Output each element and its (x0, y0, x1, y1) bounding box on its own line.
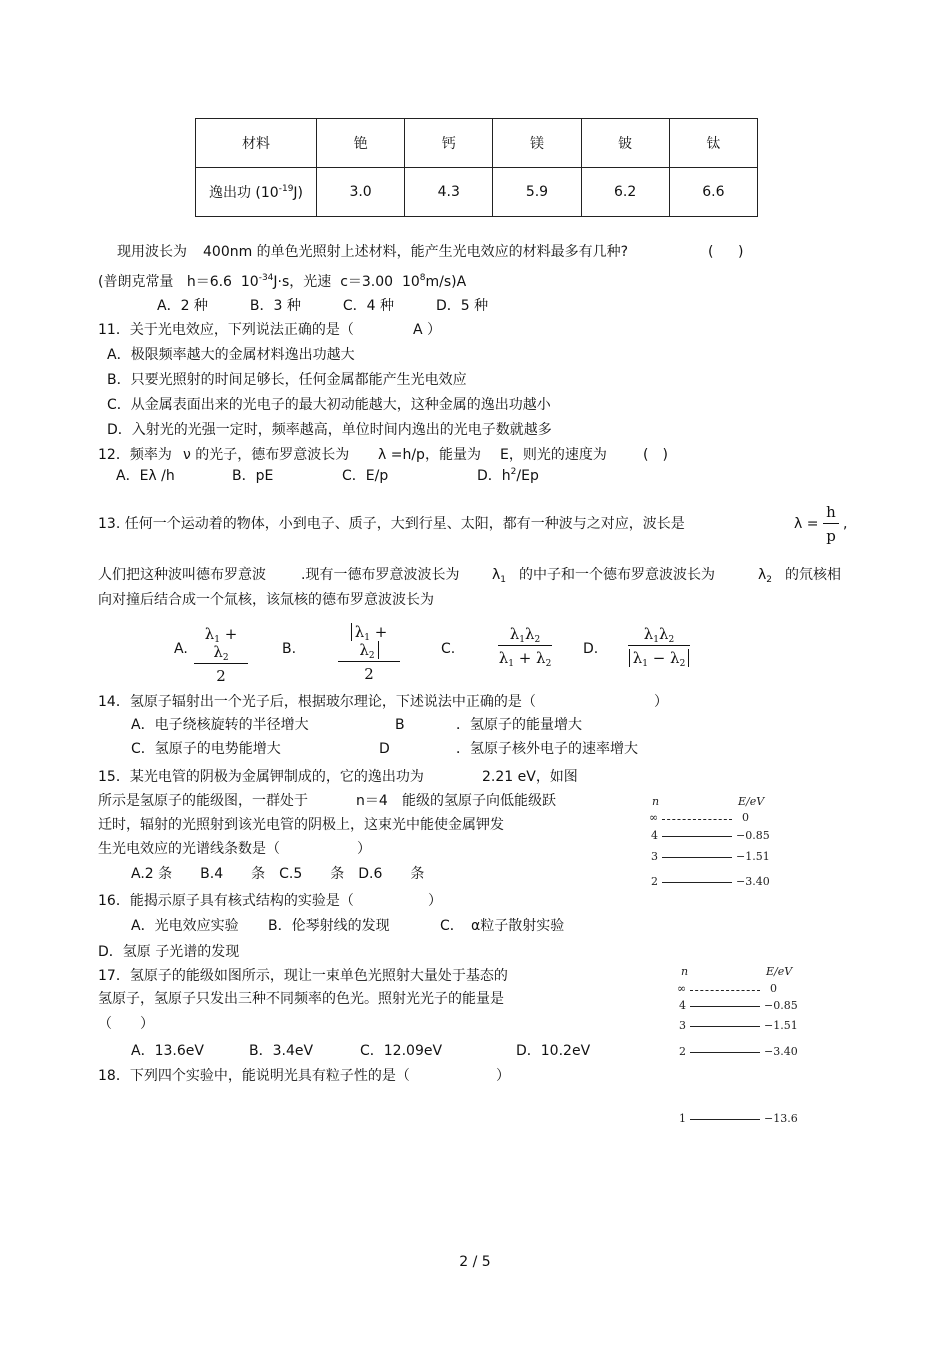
q13-option-b-den: 2 (364, 665, 374, 683)
q10-line2-c-exp: -34 (258, 273, 274, 283)
q10-line2-g: m/s)A (425, 274, 467, 290)
q13-option-d-num: $\lambda_1\lambda_2$ (628, 625, 690, 646)
q10-line2-f: 10 (401, 274, 420, 290)
table-header-cell: 镁 (493, 119, 581, 168)
diagram2-level-n: ∞ (677, 982, 687, 995)
q18-stem: 18．下列四个实验中，能说明光具有粒子性的是（ (98, 1068, 410, 1084)
row-label-cell (196, 168, 317, 217)
table-header-cell: 铍 (581, 119, 669, 168)
q10-line2-a: (普朗克常量 (98, 274, 174, 290)
diagram2-level-line (690, 1006, 760, 1007)
q14-option-b-letter: B (395, 717, 405, 733)
page-number: 2 / 5 (459, 1254, 491, 1270)
q13-line3: 向对撞后结合成一个氚核，该氚核的德布罗意波波长为 (98, 592, 434, 608)
diagram2-level-n: 3 (679, 1019, 686, 1032)
q13-line2-b: .现有一德布罗意波波长为 (301, 567, 460, 583)
q17-option-b: B．3.4eV (249, 1043, 314, 1059)
q16-stem: 16．能揭示原子具有核式结构的实验是（ (98, 893, 354, 909)
q14-option-c: C．氢原子的电势能增大 (131, 741, 281, 757)
diagram2-level-line (690, 990, 760, 991)
q12-option-d-exp: 2 (510, 467, 517, 477)
q13-lambda1: λ (492, 567, 501, 583)
q14-option-d-letter: D (379, 741, 390, 757)
diagram1-level-n: 4 (651, 829, 658, 842)
q10-line1-b: 400nm 的单色光照射上述材料，能产生光电效应的材料最多有几种? (203, 244, 629, 260)
q16-option-b: B．伦琴射线的发现 (268, 918, 390, 934)
q10-line1-a: 现用波长为 (117, 244, 187, 260)
q17-line3: （ ） (98, 1016, 154, 1032)
q16-option-d: D．氢原 子光谱的发现 (98, 944, 240, 960)
diagram2-level-e: −0.85 (764, 999, 798, 1012)
q13-line2-f: 的氘核相 (785, 567, 841, 583)
q12-option-a: A．Eλ /h (116, 468, 175, 484)
q13-comma: , (843, 516, 848, 532)
q13-option-c-label: C. (441, 641, 456, 657)
table-cell: 6.6 (669, 168, 757, 217)
diagram1-n-label: n (652, 795, 660, 808)
q13-option-c-fraction (498, 625, 552, 667)
q13-option-b-fraction (338, 623, 400, 683)
table-header-cell: 钛 (669, 119, 757, 168)
q13-line1: 13. 任何一个运动着的物体，小到电子、质子，大到行星、太阳，都有一种波与之对应，波长是 (98, 516, 685, 532)
diagram2-level-e: −1.51 (764, 1019, 798, 1032)
table-header-cell: 材料 (196, 119, 317, 168)
q12-option-d (477, 467, 539, 485)
q13-option-c-den: $\lambda_1 + \lambda_2$ (498, 649, 552, 669)
q13-lambda-eq: λ = (794, 516, 819, 532)
q13-option-b-num: $\lambda_1 + \lambda_2$ (338, 623, 400, 662)
q13-lambda2-sub: 2 (766, 575, 773, 585)
q13-line2-d: 的中子和一个德布罗意波波长为 (519, 567, 715, 583)
q16-option-a: A．光电效应实验 (131, 918, 239, 934)
q15-line1-a: 15．某光电管的阴极为金属钾制成的，它的逸出功为 (98, 769, 424, 785)
table-cell: 4.3 (405, 168, 493, 217)
diagram2-level-e: 0 (770, 982, 777, 995)
q17-option-a: A．13.6eV (131, 1043, 204, 1059)
q16-option-c: C． (440, 918, 464, 934)
q12-option-d-tail: /Ep (516, 468, 539, 484)
q15-options: A.2 条 B.4 条 C.5 条 D.6 条 (131, 866, 425, 882)
q15-line3: 迁时，辐射的光照射到该光电管的阴极上，这束光中能使金属钾发 (98, 817, 504, 833)
q13-option-b-label: B. (282, 641, 297, 657)
q16-option-c-tail: α粒子散射实验 (471, 918, 565, 934)
diagram2-level-n: 1 (679, 1112, 686, 1125)
q15-line2-b: n＝4 (356, 793, 388, 809)
q11-option-a: A．极限频率越大的金属材料逸出功越大 (107, 347, 355, 363)
q15-line2-a: 所示是氢原子的能级图，一群处于 (98, 793, 308, 809)
diagram2-level-line (690, 1026, 760, 1027)
q12-stem-a: 12．频率为 (98, 447, 172, 463)
q13-lambda2: λ (758, 567, 767, 583)
q14-option-d: ．氢原子核外电子的速率增大 (456, 741, 638, 757)
q15-line1-b: 2.21 eV，如图 (482, 769, 578, 785)
diagram2-level-n: 4 (679, 999, 686, 1012)
q13-option-a-den: 2 (216, 667, 226, 685)
diagram1-level-line (662, 857, 732, 858)
q11-stem: 11．关于光电效应，下列说法正确的是（ (98, 322, 354, 338)
table-row (196, 168, 758, 217)
q10-paren-close: ) (738, 244, 744, 260)
diagram2-level-line (690, 1052, 760, 1053)
q12-option-c: C．E/p (342, 468, 389, 484)
q15-line4-a: 生光电效应的光谱线条数是（ (98, 841, 280, 857)
diagram1-level-e: 0 (742, 811, 749, 824)
q13-option-c-num: $\lambda_1\lambda_2$ (498, 625, 552, 646)
work-function-table (195, 118, 758, 217)
q10-paren-open: ( (708, 244, 714, 260)
table-header-cell: 铯 (317, 119, 405, 168)
q10-line2-d: J·s，光速 (273, 274, 332, 290)
diagram1-level-line (662, 882, 732, 883)
q13-option-d-den: $\lambda_1 - \lambda_2$ (628, 646, 690, 667)
table-cell: 3.0 (317, 168, 405, 217)
q13-frac-num: h (823, 503, 839, 524)
diagram1-level-e: −3.40 (736, 875, 770, 888)
diagram1-e-label: E/eV (738, 795, 765, 808)
q13-line2-c (492, 566, 506, 584)
q15-line2-c: 能级的氢原子向低能级跃 (402, 793, 556, 809)
q17-line2: 氢原子，氢原子只发出三种不同频率的色光。照射光光子的能量是 (98, 991, 504, 1007)
table-header-cell: 钙 (405, 119, 493, 168)
q13-de-broglie-fraction (823, 503, 839, 545)
q14-option-b: ．氢原子的能量增大 (456, 717, 582, 733)
q10-line2-e: c＝3.00 (340, 274, 394, 290)
q13-option-d-fraction (628, 625, 690, 667)
diagram1-level-n: 3 (651, 850, 658, 863)
q13-line2-e (758, 566, 772, 584)
diagram1-level-line (662, 836, 732, 837)
q13-lambda1-sub: 1 (500, 575, 507, 585)
q16-paren-close: ） (428, 893, 442, 909)
diagram1-level-n: 2 (651, 875, 658, 888)
q13-option-a-num: $\lambda_1 + \lambda_2$ (194, 625, 248, 664)
q14-stem: 14．氢原子辐射出一个光子后，根据玻尔理论，下述说法中正确的是（ (98, 694, 536, 710)
diagram2-level-line (690, 1119, 760, 1120)
q13-option-a-fraction (194, 625, 248, 685)
q14-paren-close: ） (654, 694, 668, 710)
q12-stem-b: ν 的光子，德布罗意波长为 (183, 447, 350, 463)
q13-frac-den: p (826, 527, 836, 545)
q12-stem-d: E，则光的速度为 (500, 447, 607, 463)
diagram2-level-e: −13.6 (764, 1112, 798, 1125)
q10-line2-f-exp: 8 (419, 273, 426, 283)
table-cell: 6.2 (581, 168, 669, 217)
q12-paren: ( ) (643, 447, 668, 463)
row-label-unit: J) (293, 185, 304, 201)
diagram2-n-label: n (681, 965, 689, 978)
q13-line2-a: 人们把这种波叫德布罗意波 (98, 567, 266, 583)
table-header-row (196, 119, 758, 168)
q11-option-b: B．只要光照射的时间足够长，任何金属都能产生光电效应 (107, 372, 467, 388)
q10-line2 (98, 273, 466, 291)
q15-line4-b: ） (357, 841, 371, 857)
diagram1-level-e: −0.85 (736, 829, 770, 842)
diagram1-level-n: ∞ (649, 811, 659, 824)
q18-paren-close: ） (496, 1068, 510, 1084)
diagram2-e-label: E/eV (766, 965, 793, 978)
diagram2-level-e: −3.40 (764, 1045, 798, 1058)
diagram1-level-e: −1.51 (736, 850, 770, 863)
q12-stem-c: λ =h/p，能量为 (378, 447, 481, 463)
diagram1-level-line (662, 819, 732, 820)
q10-options: A．2 种 B．3 种 C．4 种 D．5 种 (157, 298, 489, 314)
q13-option-d-label: D. (583, 641, 599, 657)
q10-line2-b: h＝6.6 (186, 274, 232, 290)
table-cell: 5.9 (493, 168, 581, 217)
q10-line2-c: 10 (240, 274, 259, 290)
q17-option-c: C．12.09eV (360, 1043, 443, 1059)
q11-option-d: D．入射光的光强一定时，频率越高，单位时间内逸出的光电子数就越多 (107, 422, 552, 438)
q13-option-a-label: A. (174, 641, 188, 657)
q17-option-d: D．10.2eV (516, 1043, 591, 1059)
row-label: 逸出功 (10 (208, 185, 279, 201)
q14-option-a: A．电子绕核旋转的半径增大 (131, 717, 309, 733)
q12-option-d-text: D．h (477, 468, 511, 484)
row-label-exponent: -19 (278, 184, 294, 194)
q17-line1: 17．氢原子的能级如图所示，现让一束单色光照射大量处于基态的 (98, 968, 508, 984)
q11-answer: A ） (413, 322, 442, 338)
q12-option-b: B．pE (232, 468, 274, 484)
q11-option-c: C．从金属表面出来的光电子的最大初动能越大，这种金属的逸出功越小 (107, 397, 551, 413)
diagram2-level-n: 2 (679, 1045, 686, 1058)
